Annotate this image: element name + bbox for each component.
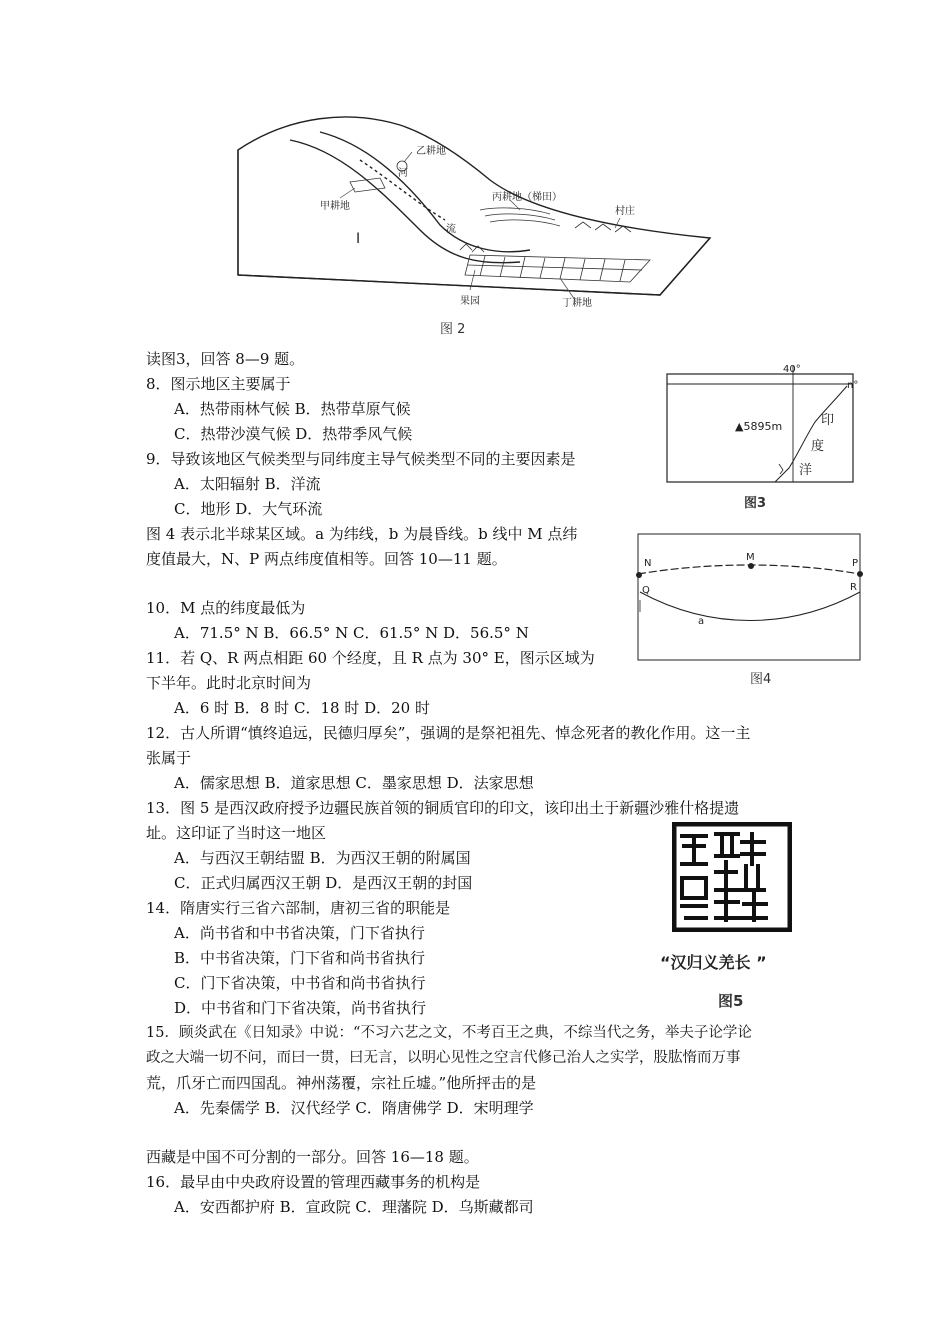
label-he: 河 — [398, 168, 408, 179]
question-15-line2: 政之大端一切不问，而曰一贯，曰无言，以明心见性之空言代修己治人之实学，股肱惰而万事 — [146, 1050, 741, 1066]
question-15-line3: 荒，爪牙亡而四国乱。神州荡覆，宗社丘墟。”他所抨击的是 — [146, 1074, 537, 1092]
question-8: 8．图示地区主要属于 — [146, 375, 291, 393]
point-n: N — [644, 558, 652, 569]
question-16: 16．最早由中央政府设置的管理西藏事务的机构是 — [146, 1173, 481, 1191]
point-r: R — [850, 582, 857, 593]
question-16-options: A．安西都护府 B．宣政院 C．理藩院 D．乌斯藏都司 — [174, 1198, 534, 1216]
seal-inscription-caption: “汉归义羌长 ” — [660, 953, 767, 972]
question-12-line1: 12．古人所谓“慎终追远，民德归厚矣”，强调的是祭祀祖先、悼念死者的教化作用。这一主 — [146, 724, 751, 742]
label-liu: 流 — [446, 224, 456, 235]
ocean-char-1: 印 — [821, 413, 835, 428]
intro-fig4-line1: 图 4 表示北半球某区域。a 为纬线，b 为晨昏线。b 线中 M 点纬 — [146, 525, 578, 543]
question-13-line2: 址。这印证了当时这一地区 — [146, 824, 327, 842]
longitude-label: 40° — [783, 364, 801, 375]
intro-tibet: 西藏是中国不可分割的一部分。回答 16—18 题。 — [146, 1148, 479, 1166]
question-11-options: A．6 时 B．8 时 C．18 时 D．20 时 — [174, 699, 430, 717]
figure-4-caption: 图4 — [750, 672, 772, 687]
question-9-options-cd: C．地形 D．大气环流 — [174, 500, 323, 518]
question-8-options-ab: A．热带雨林气候 B．热带草原气候 — [174, 400, 411, 418]
question-14: 14．隋唐实行三省六部制，唐初三省的职能是 — [146, 899, 451, 917]
question-11-line1: 11．若 Q、R 两点相距 60 个经度，且 R 点为 30° E，图示区域为 — [146, 649, 595, 667]
question-12-options: A．儒家思想 B．道家思想 C．墨家思想 D．法家思想 — [174, 774, 534, 792]
point-q: Q — [642, 585, 650, 596]
ocean-char-3: 洋 — [799, 463, 813, 478]
peak-elevation: ▲5895m — [735, 420, 783, 433]
latitude-terminator-diagram — [630, 530, 870, 665]
seal-illustration — [672, 822, 792, 932]
question-10: 10．M 点的纬度最低为 — [146, 599, 306, 617]
question-13-options-cd: C．正式归属西汉王朝 D．是西汉王朝的封国 — [174, 874, 473, 892]
figure-5-seal — [672, 822, 792, 932]
point-m: M — [746, 552, 755, 563]
intro-fig4-line2: 度值最大，N、P 两点纬度值相等。回答 10—11 题。 — [146, 550, 507, 568]
ocean-char-2: 度 — [811, 439, 825, 454]
question-13-line1: 13．图 5 是西汉政府授予边疆民族首领的铜质官印的印文，该印出土于新疆沙雅什格提遗 — [146, 799, 740, 817]
question-8-options-cd: C．热带沙漠气候 D．热带季风气候 — [174, 425, 413, 443]
label-ding-farmland: 丁耕地 — [562, 298, 592, 309]
point-p: P — [852, 558, 859, 569]
label-bing-farmland: 丙耕地（梯田） — [492, 192, 562, 203]
figure-2-caption: 图 2 — [440, 322, 466, 337]
figure-2-terrain-diagram — [230, 110, 730, 310]
label-jia-farmland: 甲耕地 — [320, 201, 350, 212]
figure-5-caption: 图5 — [718, 992, 744, 1010]
map-illustration — [665, 360, 865, 510]
question-14-option-c: C．门下省决策，中书省和尚书省执行 — [174, 974, 426, 992]
label-marker-i: I — [356, 231, 361, 247]
figure-3-map — [665, 360, 865, 510]
question-11-line2: 下半年。此时北京时间为 — [146, 674, 312, 692]
intro-fig3: 读图3，回答 8—9 题。 — [146, 350, 305, 368]
figure-4-diagram — [630, 530, 870, 665]
label-village: 村庄 — [615, 206, 635, 217]
latitude-label: n° — [847, 380, 859, 391]
question-14-option-d: D．中书省和门下省决策，尚书省执行 — [174, 999, 427, 1017]
label-yi-farmland: 乙耕地 — [416, 146, 446, 157]
question-15-options: A．先秦儒学 B．汉代经学 C．隋唐佛学 D．宋明理学 — [174, 1099, 534, 1117]
question-15-line1: 15．顾炎武在《日知录》中说：“不习六艺之文，不考百王之典，不综当代之务，举夫子论学论 — [146, 1025, 752, 1041]
question-14-option-a: A．尚书省和中书省决策，门下省执行 — [174, 924, 425, 942]
line-a-label: a — [698, 616, 705, 627]
question-13-options-ab: A．与西汉王朝结盟 B．为西汉王朝的附属国 — [174, 849, 471, 867]
question-10-options: A．71.5° N B．66.5° N C．61.5° N D．56.5° N — [174, 624, 529, 642]
question-14-option-b: B．中书省决策，门下省和尚书省执行 — [174, 949, 426, 967]
label-orchard: 果园 — [460, 296, 480, 307]
terrain-block-illustration — [230, 110, 730, 310]
question-12-line2: 张属于 — [146, 749, 192, 767]
question-9: 9．导致该地区气候类型与同纬度主导气候类型不同的主要因素是 — [146, 450, 576, 468]
question-9-options-ab: A．太阳辐射 B．洋流 — [174, 475, 321, 493]
figure-3-caption: 图3 — [744, 496, 767, 511]
